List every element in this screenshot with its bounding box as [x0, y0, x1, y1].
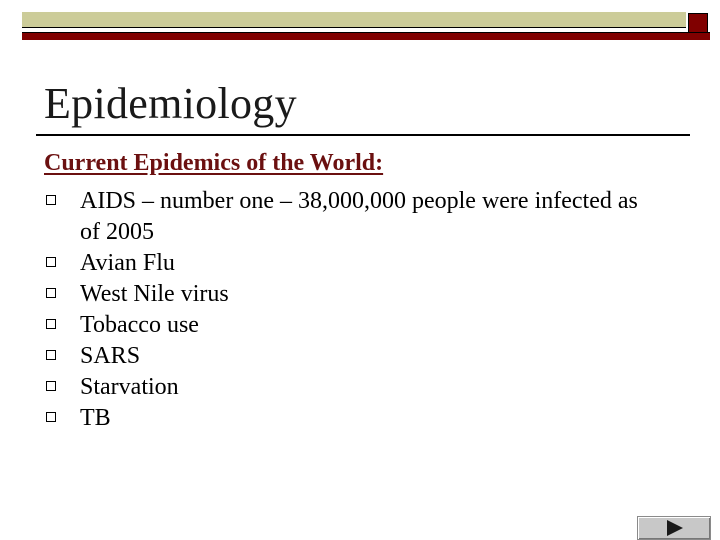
slide-title: Epidemiology	[44, 79, 297, 128]
bullet-text: West Nile virus	[80, 281, 229, 307]
hollow-square-icon	[46, 319, 56, 329]
hollow-square-icon	[46, 350, 56, 360]
bullet-text: TB	[80, 405, 111, 431]
decorative-header-band	[22, 12, 710, 40]
hollow-square-icon	[46, 257, 56, 267]
hollow-square-icon	[46, 195, 56, 205]
next-slide-button[interactable]	[637, 516, 711, 540]
bullet-item	[44, 341, 644, 372]
bullet-item	[44, 403, 644, 434]
slide-subheading: Current Epidemics of the World:	[44, 150, 384, 176]
bullet-text: SARS	[80, 343, 141, 369]
title-divider	[36, 134, 690, 136]
bullet-text: Starvation	[80, 374, 179, 400]
header-band-maroon	[22, 32, 710, 40]
play-triangle-icon	[667, 520, 683, 536]
hollow-square-icon	[46, 288, 56, 298]
bullet-text: Tobacco use	[80, 312, 199, 338]
hollow-square-icon	[46, 381, 56, 391]
bullet-text: AIDS – number one – 38,000,000 people were infected as of 2005	[80, 188, 638, 245]
bullet-item	[44, 186, 644, 248]
bullet-list	[44, 186, 644, 434]
bullet-item	[44, 372, 644, 403]
hollow-square-icon	[46, 412, 56, 422]
bullet-item	[44, 279, 644, 310]
header-band-square	[688, 13, 708, 33]
bullet-item	[44, 248, 644, 279]
header-band-olive	[22, 12, 686, 28]
bullet-item	[44, 310, 644, 341]
bullet-text: Avian Flu	[80, 250, 175, 276]
